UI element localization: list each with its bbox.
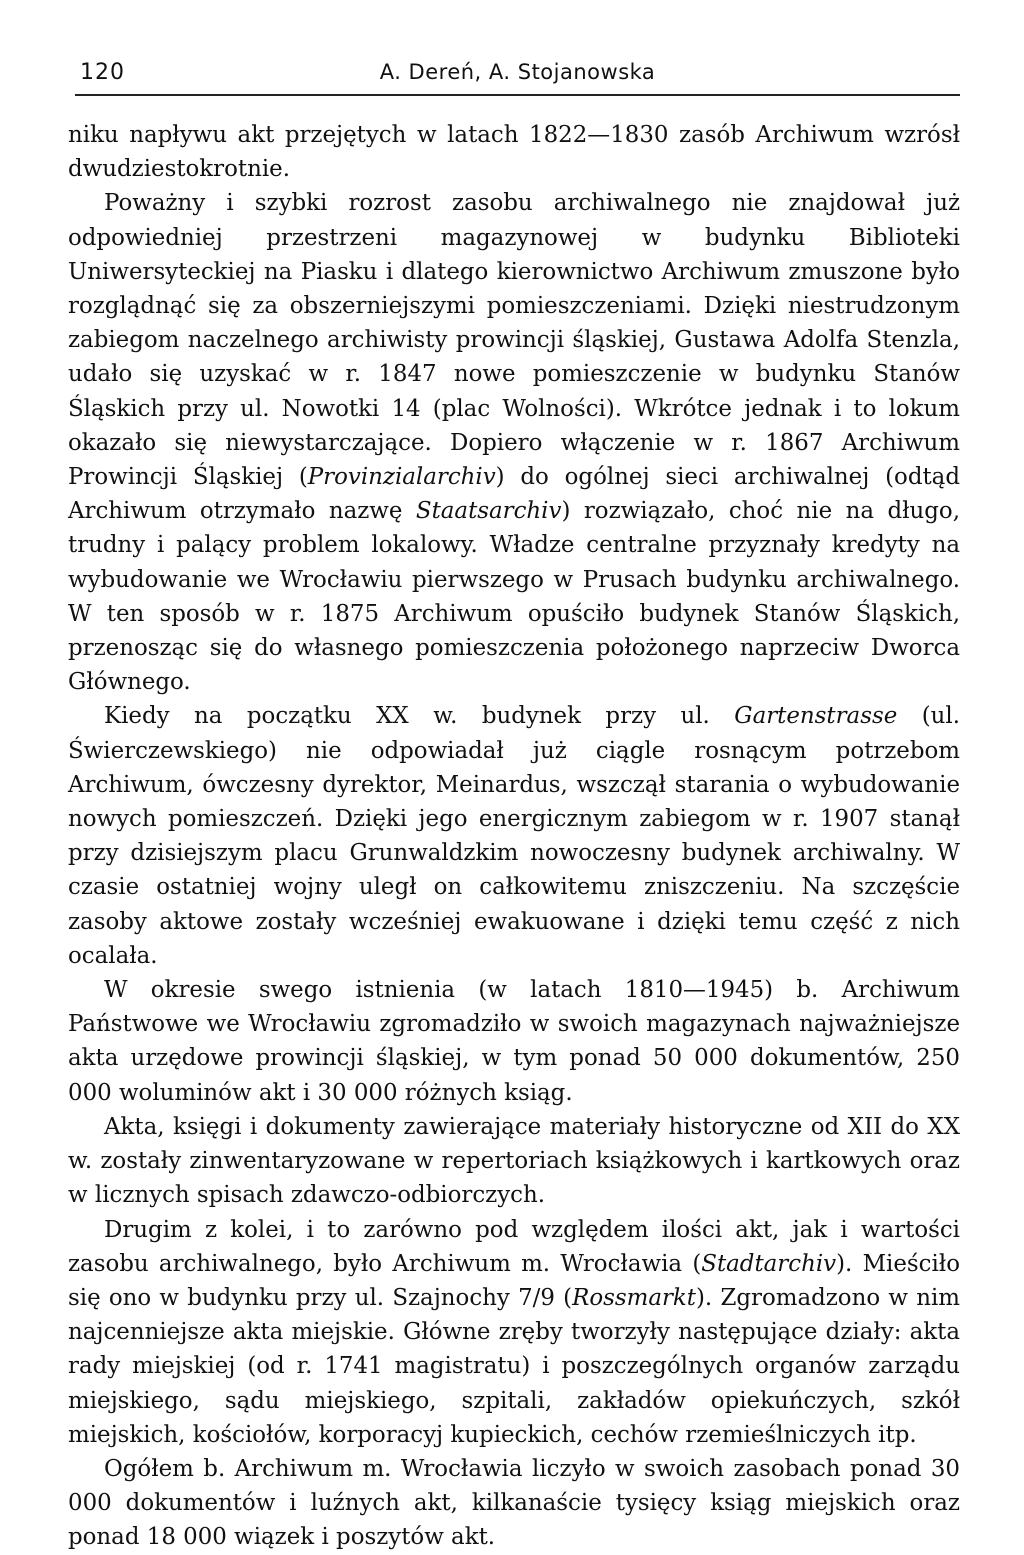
page-header (75, 56, 960, 96)
italic-term: Gartenstrasse (734, 703, 898, 730)
text-run: ) do ogólnej sieci archiwalnej (odtąd Archiwum otrzymało nazwę (68, 464, 960, 525)
text-run: W okresie swego istnienia (w latach 1810—1945) b. Archiwum Państwowe we Wrocławiu zgromadziło w swoich magazynach najważniejsze akta urzędowe prowincji śląskiej, w tym ponad 50 000 dokumentów, 250 000 woluminów akt i 30 000 różnych ksiąg. (68, 977, 960, 1106)
italic-term: Provinzialarchiv (307, 464, 496, 491)
paragraph (68, 973, 960, 1110)
text-run: Poważny i szybki rozrost zasobu archiwalnego nie znajdował już odpowiedniej przestrzeni magazynowej w budynku Biblioteki Uniwersyteckiej na Piasku i dlatego kierownictwo Archiwum zmuszone było rozglądnąć się za obszerniejszymi pomieszczeniami. Dzięki niestrudzonym zabiegom naczelnego archiwisty prowincji śląskiej, Gustawa Adolfa Stenzla, udało się uzyskać w r. 1847 nowe pomieszczenie w budynku Stanów Śląskich przy ul. Nowotki 14 (plac Wolności). Wkrótce jednak i to lokum okazało się niewystarczające. Dopiero włączenie w r. 1867 Archiwum Prowincji Śląskiej ( (68, 190, 960, 491)
paragraph-continuation (68, 118, 960, 186)
text-run: ) rozwiązało, choć nie na długo, trudny i palący problem lokalowy. Władze centralne przyznały kredyty na wybudowanie we Wrocławiu pierwszego w Prusach budynku archiwalnego. W ten sposób w r. 1875 Archiwum opuściło budynek Stanów Śląskich, przenosząc się do własnego pomieszczenia położonego naprzeciw Dworca Głównego. (68, 498, 960, 696)
text-run: niku napływu akt przejętych w latach 1822—1830 zasób Archiwum wzrósł dwudziestokrotnie. (68, 122, 960, 183)
paragraph (68, 1213, 960, 1452)
text-run: Drugim z kolei, i to zarówno pod względem ilości akt, jak i wartości zasobu archiwalnego, było Archiwum m. Wrocławia ( (68, 1216, 960, 1277)
paragraph (68, 699, 960, 973)
page-number: 120 (80, 60, 125, 85)
paragraph (68, 186, 960, 699)
body-text (68, 118, 960, 1555)
text-run: Akta, księgi i dokumenty zawierające materiały historyczne od XII do XX w. zostały zinwentaryzowane w repertoriach książkowych i kartkowych oraz w licznych spisach zdawczo-odbiorczych. (68, 1113, 960, 1209)
text-run: ). Mieściło się ono w budynku przy ul. Szajnochy 7/9 ( (68, 1250, 960, 1311)
text-run: Kiedy na początku XX w. budynek przy ul. (104, 703, 735, 730)
paragraph (68, 1110, 960, 1213)
text-run: Ogółem b. Archiwum m. Wrocławia liczyło w swoich zasobach ponad 30 000 dokumentów i luźnych akt, kilkanaście tysięcy ksiąg miejskich oraz ponad 18 000 wiązek i poszytów akt. (68, 1455, 960, 1551)
italic-term: Staatsarchiv (415, 498, 562, 525)
italic-term: Stadtarchiv (701, 1250, 837, 1277)
italic-term: Rossmarkt (572, 1284, 696, 1311)
paragraph (68, 1452, 960, 1555)
text-run: (ul. Świerczewskiego) nie odpowiadał już ciągle rosnącym potrzebom Archiwum, ówczesny dyrektor, Meinardus, wszczął starania o wybudowanie nowych pomieszczeń. Dzięki jego energicznym zabiegom w r. 1907 stanął przy dzisiejszym placu Grunwaldzkim nowoczesny budynek archiwalny. W czasie ostatniej wojny uległ on całkowitemu zniszczeniu. Na szczęście zasoby aktowe zostały wcześniej ewakuowane i dzięki temu część z nich ocalała. (68, 703, 960, 969)
text-run: ). Zgromadzono w nim najcenniejsze akta miejskie. Główne zręby tworzyły następujące działy: akta rady miejskiej (od r. 1741 magistratu) i poszczególnych organów zarządu miejskiego, sądu miejskiego, szpitali, zakładów opiekuńczych, szkół miejskich, kościołów, korporacyj kupieckich, cechów rzemieślniczych itp. (68, 1284, 960, 1448)
running-head: A. Dereń, A. Stojanowska (379, 60, 656, 84)
